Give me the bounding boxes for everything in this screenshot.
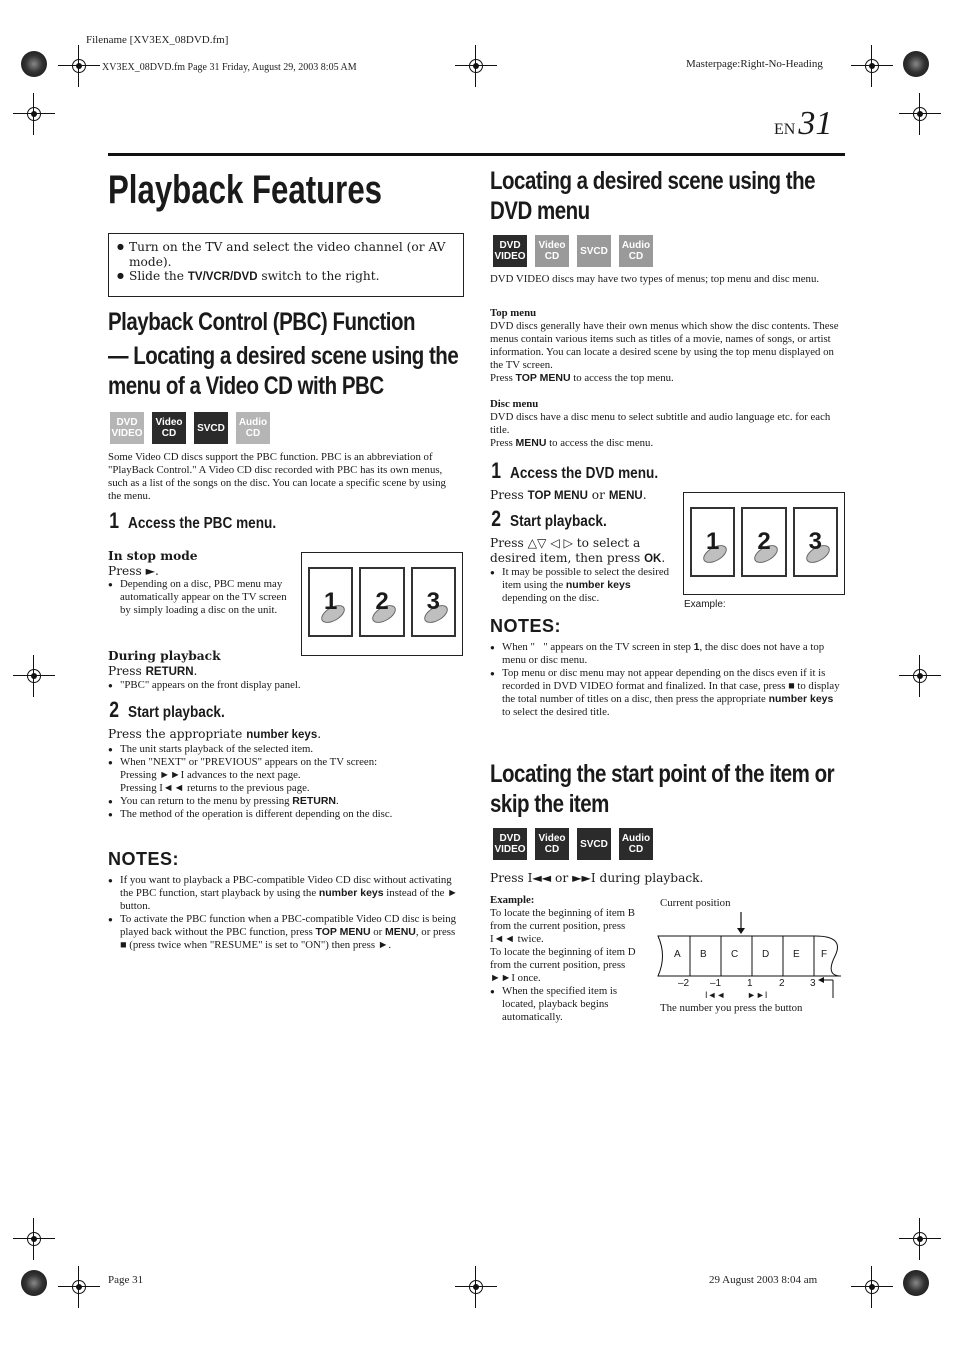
- crop-mark-icon: [68, 1276, 90, 1298]
- pbc-notes-title: NOTES:: [108, 849, 180, 869]
- prep-item-switch: ● Slide the TV/VCR/DVD switch to the right.: [117, 269, 455, 285]
- preparation-box: [108, 233, 464, 297]
- registration-dot-top-left: [21, 51, 47, 77]
- crop-mark-icon: [465, 1276, 487, 1298]
- pbc-step-1: 1 Access the PBC menu.: [109, 508, 277, 533]
- dvd-step-1: 1 Access the DVD menu.: [491, 458, 659, 483]
- example-caption: Example:: [684, 599, 726, 610]
- audio-cd-icon: Audio CD: [619, 235, 653, 267]
- page-number-value: 31: [798, 105, 833, 142]
- menu-panel: 1: [690, 507, 735, 577]
- page-number: [774, 105, 833, 142]
- header-rule: [108, 153, 845, 156]
- skip-item-row: A B C D E F: [674, 949, 828, 960]
- registration-dot-bottom-right: [903, 1270, 929, 1296]
- prep-item-tv: ● Turn on the TV and select the video channel (or AV mode).: [117, 240, 455, 269]
- dvd-step2-body: Press △▽ ◁ ▷ to select a desired item, then press OK. ● It may be possible to select the desired item using the number keys depending on the disc.: [490, 536, 676, 605]
- dvd-menu-illustration: [683, 492, 845, 595]
- skip-diagram-caption: The number you press the button: [660, 1002, 803, 1014]
- video-cd-icon: Video CD: [152, 412, 186, 444]
- crop-mark-icon: [861, 55, 883, 77]
- dvd-notes: ● When "⃠" appears on the TV screen in step 1, the disc does not have a top menu or disc menu. ● Top menu or disc menu may not appear depending on the discs even if it is recorded in DVD VIDEO format and finalized. In that case, press ■ to display the total number of titles on a disc, then press the appropriate number keys to select the desired title.: [490, 641, 844, 719]
- pbc-during-playback: During playback Press RETURN. ● "PBC" appears on the front display panel.: [108, 649, 460, 692]
- menu-panel: 1: [308, 567, 353, 637]
- skip-example: Example: To locate the beginning of item B from the current position, press I◄◄ twice. To locate the beginning of item D from the current position, press ►►I once. ● When the specified item is located, playback begins automatically.: [490, 894, 646, 1024]
- crop-mark-icon: [23, 665, 45, 687]
- dvd-step1-body: Press TOP MENU or MENU.: [490, 488, 647, 502]
- skip-disc-icons: [493, 828, 653, 860]
- pbc-stop-mode: In stop mode Press ►. ● Depending on a disc, PBC menu may automatically appear on the TV screen by simply loading a disc on the unit.: [108, 549, 298, 617]
- menu-panel: 2: [741, 507, 786, 577]
- dvd-step-2: 2 Start playback.: [491, 506, 608, 531]
- crop-mark-icon: [909, 103, 931, 125]
- pbc-disc-icons: [110, 412, 270, 444]
- file-info: XV3EX_08DVD.fm Page 31 Friday, August 29, 2003 8:05 AM: [102, 62, 357, 73]
- pbc-step-2: 2 Start playback.: [109, 697, 226, 722]
- skip-heading: Locating the start point of the item or skip the item: [490, 760, 835, 818]
- top-menu-section: Top menu DVD discs generally have their own menus which show the disc contents. These menus contain various items such as titles of a movie, names of songs, or artist information. You can locate a desired scene by using the top menu displayed on the TV screen. Press TOP MENU to access the top menu.: [490, 307, 839, 384]
- skip-number-row: –2 –1 1 2 3: [678, 978, 816, 989]
- audio-cd-icon: Audio CD: [236, 412, 270, 444]
- menu-panel: 3: [793, 507, 838, 577]
- registration-dot-bottom-left: [21, 1270, 47, 1296]
- video-cd-icon: Video CD: [535, 828, 569, 860]
- dvd-video-icon: DVD VIDEO: [493, 235, 527, 267]
- menu-panel: 2: [359, 567, 404, 637]
- filename-label: Filename [XV3EX_08DVD.fm]: [86, 34, 229, 46]
- svcd-icon: SVCD: [577, 235, 611, 267]
- crop-mark-icon: [23, 1228, 45, 1250]
- dvd-video-icon: DVD VIDEO: [110, 412, 144, 444]
- skip-press-line: Press I◄◄ or ►►I during playback.: [490, 871, 704, 885]
- dvd-menu-heading: Locating a desired scene using the DVD menu: [490, 167, 816, 225]
- pbc-notes: ● If you want to playback a PBC-compatible Video CD disc without activating the PBC function, start playback by using the number keys instead of the ► button. ● To activate the PBC function when a PBC-compatible Video CD disc is being played back without the PBC function, press TOP MENU or MENU, or press ■ (press twice when "RESUME" is set to "ON") then press ►.: [108, 874, 460, 952]
- pbc-intro: Some Video CD discs support the PBC function. PBC is an abbreviation of "PlayBack Control." A Video CD disc recorded with PBC has its own menus, such as a list of the songs on the disc. You can locate a specific scene by using the menu.: [108, 451, 446, 502]
- language-code: EN: [774, 121, 796, 138]
- pbc-step2-body: Press the appropriate number keys. ● The unit starts playback of the selected item. ● When "NEXT" or "PREVIOUS" appears on the TV screen: Pressing ►►I advances to the next page. Pressing I◄◄ returns to the previous page. ● You can return to the menu by pressing RETURN. ● The method of the operation is different depending on the disc.: [108, 727, 460, 821]
- dvd-disc-icons: [493, 235, 653, 267]
- dvd-menu-intro: DVD VIDEO discs may have two types of menus; top menu and disc menu.: [490, 273, 820, 285]
- svcd-icon: SVCD: [577, 828, 611, 860]
- dvd-notes-title: NOTES:: [490, 616, 562, 636]
- crop-mark-icon: [909, 665, 931, 687]
- disc-menu-section: Disc menu DVD discs have a disc menu to select subtitle and audio language etc. for each title. Press MENU to access the disc menu.: [490, 398, 831, 449]
- svcd-icon: SVCD: [194, 412, 228, 444]
- dvd-video-icon: DVD VIDEO: [493, 828, 527, 860]
- crop-mark-icon: [465, 55, 487, 77]
- crop-mark-icon: [23, 103, 45, 125]
- footer-page: Page 31: [108, 1274, 144, 1286]
- page-title: Playback Features: [108, 168, 383, 212]
- current-position-label: Current position: [660, 897, 731, 909]
- rewind-icon: I◄◄: [705, 990, 726, 1000]
- video-cd-icon: Video CD: [535, 235, 569, 267]
- footer-date: 29 August 2003 8:04 am: [709, 1274, 818, 1286]
- masterpage-label: Masterpage:Right-No-Heading: [686, 58, 823, 70]
- pbc-heading: Playback Control (PBC) Function — Locating a desired scene using the menu of a Video CD with PBC: [108, 308, 459, 400]
- fast-forward-icon: ►►I: [747, 990, 768, 1000]
- audio-cd-icon: Audio CD: [619, 828, 653, 860]
- menu-panel: 3: [411, 567, 456, 637]
- registration-dot-top-right: [903, 51, 929, 77]
- crop-mark-icon: [909, 1228, 931, 1250]
- crop-mark-icon: [861, 1276, 883, 1298]
- pbc-menu-illustration: [301, 552, 463, 656]
- crop-mark-icon: [68, 55, 90, 77]
